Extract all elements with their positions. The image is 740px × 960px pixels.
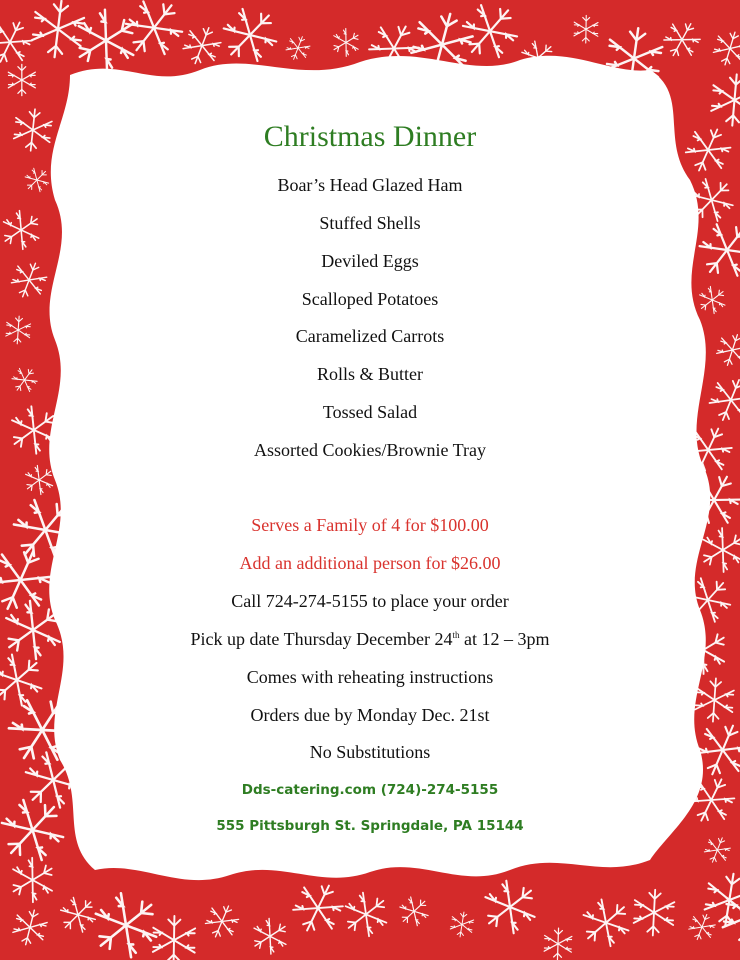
pickup-time-text: at 12 – 3pm — [459, 629, 550, 649]
menu-item: Rolls & Butter — [316, 364, 423, 384]
menu-item: Scalloped Potatoes — [301, 289, 439, 309]
pickup-date-line — [0, 629, 740, 650]
website-phone-line: Dds-catering.com (724)-274-5155 — [241, 782, 499, 798]
call-to-order-line: Call 724-274-5155 to place your order — [231, 591, 509, 611]
address-line: 555 Pittsburgh St. Springdale, PA 15144 — [216, 818, 524, 834]
menu-item: Tossed Salad — [322, 402, 418, 422]
menu-item: Caramelized Carrots — [295, 326, 445, 346]
family-price-line: Serves a Family of 4 for $100.00 — [251, 515, 489, 535]
menu-item: Stuffed Shells — [319, 213, 421, 233]
menu-item: Assorted Cookies/Brownie Tray — [253, 440, 486, 460]
menu-item: Boar’s Head Glazed Ham — [277, 175, 463, 195]
additional-person-price-line: Add an additional person for $26.00 — [239, 553, 501, 573]
menu-item: Deviled Eggs — [321, 251, 419, 271]
pickup-date-prefix: Pick up date Thursday December 24 — [190, 629, 453, 649]
reheating-instructions-line: Comes with reheating instructions — [246, 667, 494, 687]
pickup-date-superscript: th — [452, 630, 460, 640]
orders-due-line: Orders due by Monday Dec. 21st — [250, 705, 490, 725]
no-substitutions-line: No Substitutions — [309, 742, 431, 762]
flyer-title: Christmas Dinner — [263, 120, 477, 153]
